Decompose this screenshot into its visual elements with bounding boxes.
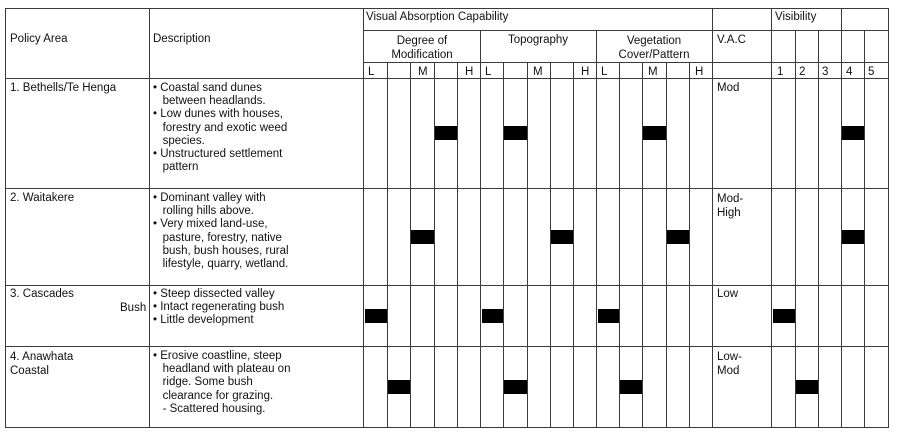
grid-line <box>771 8 772 428</box>
description-line: - Scattered housing. <box>153 402 266 415</box>
description-line: • Steep dissected valley <box>153 288 275 300</box>
visibility-level: 3 <box>822 66 829 78</box>
scale-label: L <box>485 66 492 78</box>
degree-rating-marker <box>388 380 410 394</box>
row-area: 1. Bethells/Te Henga <box>10 82 117 94</box>
row-description <box>153 288 284 328</box>
grid-line <box>410 62 411 428</box>
vegetation-rating-marker <box>667 230 689 244</box>
row-description <box>153 192 289 271</box>
area-line: Coastal <box>10 365 49 377</box>
description-line: ridge. Some bush <box>153 376 253 389</box>
description-line: • Little development <box>153 314 254 327</box>
topography-rating-marker <box>504 380 527 394</box>
description-line: forestry and exotic weed <box>153 121 288 134</box>
scale-label: H <box>695 66 704 78</box>
degree-rating-marker <box>411 230 434 244</box>
row-area-continued: Bush <box>120 302 147 314</box>
vegetation-header <box>596 34 712 62</box>
description-header: Description <box>153 33 211 45</box>
grid-line <box>712 8 713 428</box>
vegetation-rating-marker <box>598 309 619 323</box>
row-area: 3. Cascades <box>10 288 74 300</box>
description-line: headland with plateau on <box>153 363 291 376</box>
degree-header <box>364 34 480 62</box>
vac-line: Mod <box>717 365 740 377</box>
grid-line <box>550 62 551 428</box>
policy-area-header: Policy Area <box>10 33 68 45</box>
row-area <box>10 350 73 378</box>
grid-line <box>5 78 889 79</box>
grid-line <box>573 62 574 428</box>
vac-line: Mod- <box>717 193 744 205</box>
grid-line <box>5 427 889 428</box>
degree-header-line: Degree of <box>396 35 448 47</box>
area-line: 4. Anawhata <box>10 351 74 363</box>
description-line: species. <box>153 134 205 147</box>
visibility-level: 5 <box>868 66 875 78</box>
description-line: • Unstructured settlement <box>153 148 283 161</box>
scale-label: H <box>581 66 590 78</box>
visibility-level: 2 <box>799 66 806 78</box>
degree-rating-marker <box>365 309 387 323</box>
description-line: • Low dunes with houses, <box>153 108 283 121</box>
grid-line <box>363 30 889 31</box>
description-line: • Erosive coastline, steep <box>153 350 282 362</box>
visibility-rating-marker <box>796 380 818 394</box>
visibility-level: 4 <box>846 66 853 78</box>
row-vac <box>717 350 742 378</box>
grid-line <box>5 188 889 189</box>
grid-line <box>457 62 458 428</box>
scale-label: M <box>418 66 428 78</box>
grid-line <box>818 30 819 428</box>
scale-label: M <box>648 66 658 78</box>
description-line: • Dominant valley with <box>153 192 266 204</box>
visibility-rating-marker <box>842 126 864 140</box>
scale-label: H <box>465 66 474 78</box>
grid-line <box>841 8 842 30</box>
description-line: • Intact regenerating bush <box>153 301 285 314</box>
grid-line <box>480 30 481 428</box>
grid-line <box>434 62 435 428</box>
visibility-header: Visibility <box>775 11 817 23</box>
vac-header: V.A.C <box>717 34 746 46</box>
grid-line <box>5 346 889 347</box>
row-area: 2. Waitakere <box>10 192 75 204</box>
visibility-level: 1 <box>777 66 784 78</box>
description-line: pasture, forestry, native <box>153 231 282 244</box>
vegetation-header-line: Vegetation <box>626 35 682 47</box>
topography-header: Topography <box>507 34 569 46</box>
row-vac <box>717 192 743 220</box>
description-line: • Coastal sand dunes <box>153 82 262 94</box>
description-line: lifestyle, quarry, wetland. <box>153 258 289 271</box>
scale-label: M <box>533 66 543 78</box>
vegetation-header-line: Cover/Pattern <box>618 49 690 61</box>
degree-header-line: Modification <box>391 49 453 61</box>
row-vac: Low <box>717 288 739 300</box>
grid-line <box>642 62 643 428</box>
grid-line <box>841 30 842 428</box>
description-line: clearance for grazing. <box>153 389 274 402</box>
description-line: bush, bush houses, rural <box>153 244 289 257</box>
row-vac: Mod <box>717 82 740 94</box>
grid-line <box>864 30 865 428</box>
description-line: rolling hills above. <box>153 205 254 218</box>
vegetation-rating-marker <box>620 380 642 394</box>
row-description <box>153 82 287 174</box>
description-line: • Very mixed land-use, <box>153 218 268 231</box>
grid-line <box>387 62 388 428</box>
topography-rating-marker <box>504 126 527 140</box>
topography-rating-marker <box>551 230 573 244</box>
grid-line <box>363 8 364 428</box>
vegetation-rating-marker <box>643 126 666 140</box>
visibility-rating-marker <box>773 309 795 323</box>
grid-line <box>363 62 889 63</box>
grid-line <box>888 8 889 428</box>
row-description <box>153 350 290 416</box>
grid-line <box>596 30 597 428</box>
grid-line <box>149 8 150 428</box>
grid-line <box>666 62 667 428</box>
grid-line <box>503 62 504 428</box>
description-line: pattern <box>153 161 199 174</box>
scale-label: L <box>601 66 608 78</box>
vac-group-header: Visual Absorption Capability <box>366 11 509 23</box>
scale-label: L <box>368 66 375 78</box>
grid-line <box>5 8 889 9</box>
visibility-rating-marker <box>842 230 864 244</box>
grid-line <box>795 30 796 428</box>
grid-line <box>5 8 6 428</box>
grid-line <box>527 62 528 428</box>
grid-line <box>5 285 889 286</box>
description-line: between headlands. <box>153 95 266 108</box>
grid-line <box>689 62 690 428</box>
grid-line <box>619 62 620 428</box>
topography-rating-marker <box>482 309 503 323</box>
vac-line: High <box>717 207 741 219</box>
vac-line: Low- <box>717 351 742 363</box>
degree-rating-marker <box>435 126 457 140</box>
